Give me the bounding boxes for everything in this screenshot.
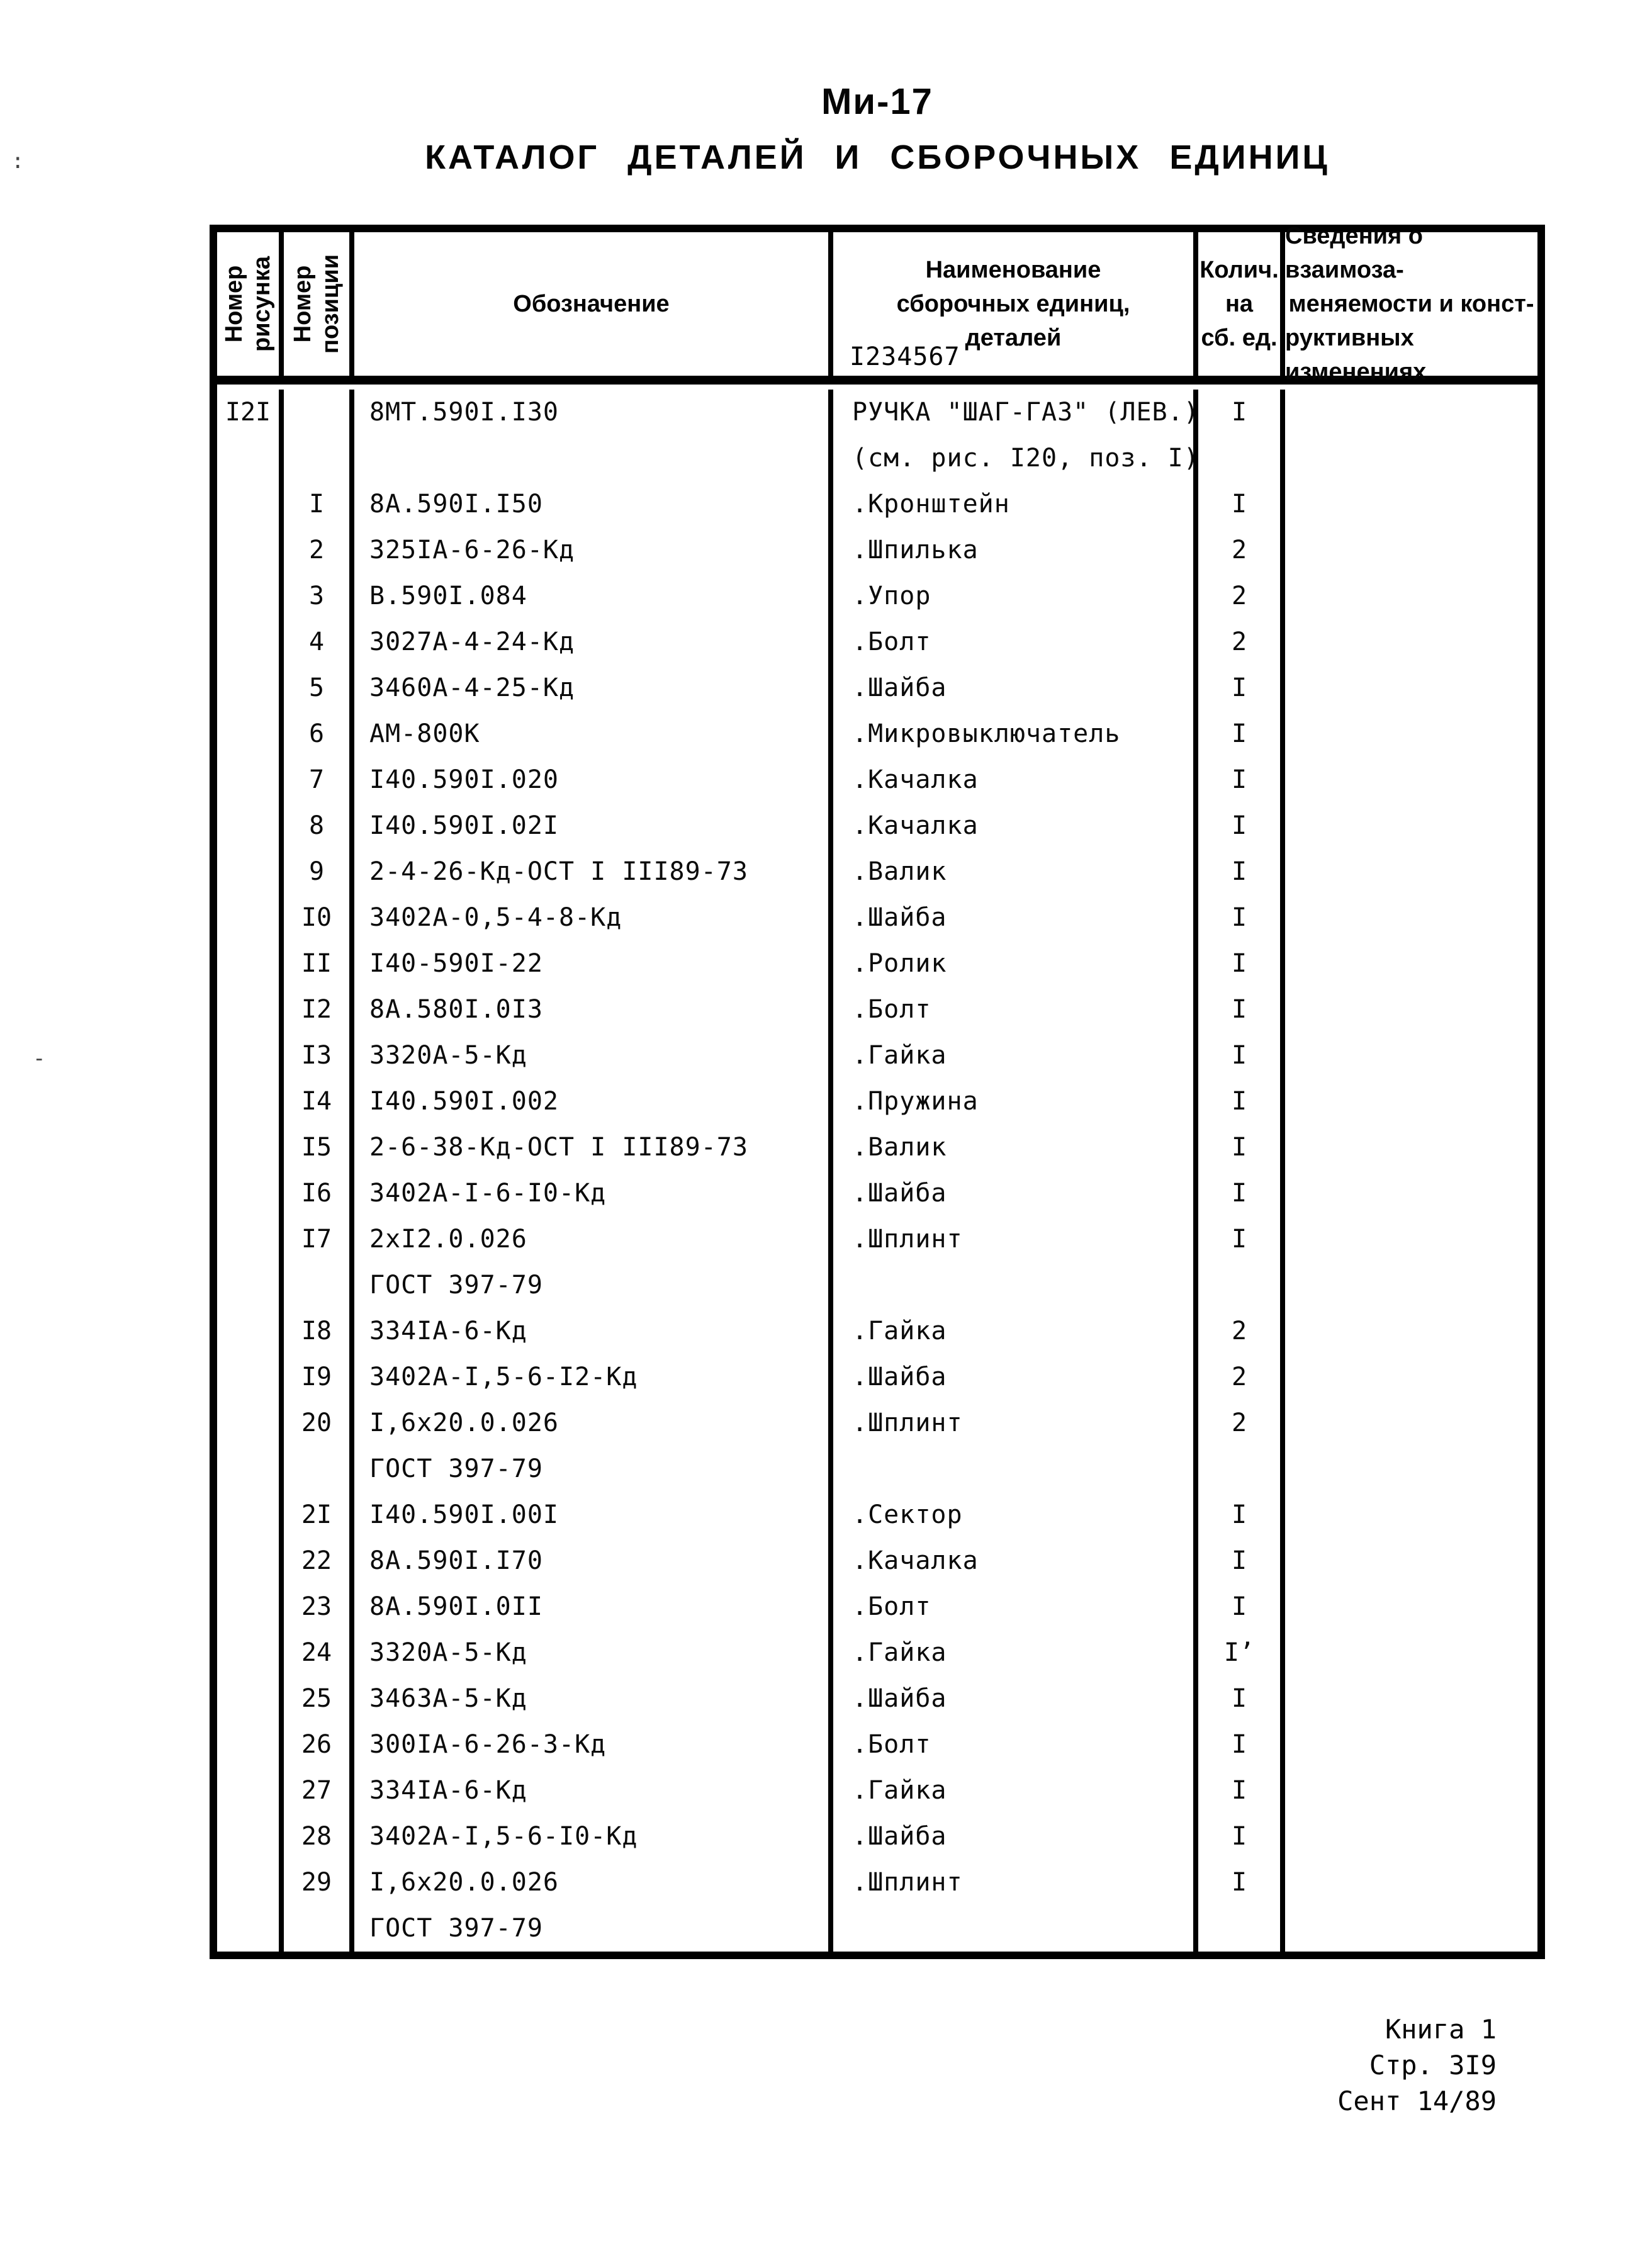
figure-number-cell: [217, 1630, 284, 1676]
name-cell: .Гайка: [833, 1768, 1198, 1814]
position-number-cell: [284, 435, 354, 481]
figure-number-cell: [217, 1079, 284, 1125]
table-row: [217, 1676, 1537, 1722]
quantity-cell: I: [1198, 481, 1285, 527]
designation-cell: ГОСТ 397-79: [354, 1262, 833, 1308]
quantity-cell: [1198, 435, 1285, 481]
header-notes: [1285, 223, 1537, 385]
figure-number-cell: [217, 1125, 284, 1171]
name-cell: .Валик: [833, 849, 1198, 895]
designation-cell: 8А.590I.0II: [354, 1584, 833, 1630]
notes-cell: [1285, 1906, 1537, 1952]
designation-cell: 3402А-0,5-4-8-Кд: [354, 895, 833, 941]
figure-number-cell: [217, 665, 284, 711]
quantity-cell: [1198, 1262, 1285, 1308]
name-cell: .Болт: [833, 619, 1198, 665]
quantity-cell: I: [1198, 1584, 1285, 1630]
notes-cell: [1285, 1768, 1537, 1814]
designation-cell: 334IА-6-Кд: [354, 1768, 833, 1814]
header-figure-number: [217, 232, 284, 376]
name-cell: .Шайба: [833, 895, 1198, 941]
header-designation-label: Обозначение: [513, 291, 670, 317]
designation-cell: I,6х20.0.026: [354, 1400, 833, 1446]
notes-cell: [1285, 1584, 1537, 1630]
name-cell: [833, 1906, 1198, 1952]
quantity-cell: 2: [1198, 1400, 1285, 1446]
position-number-cell: 7: [284, 757, 354, 803]
notes-cell: [1285, 1492, 1537, 1538]
scan-artifact: -: [33, 1046, 46, 1071]
table-row: [217, 1354, 1537, 1400]
header-figure-number-line1: Номер: [221, 265, 248, 343]
notes-cell: [1285, 665, 1537, 711]
quantity-cell: I: [1198, 1538, 1285, 1584]
name-cell: .Шайба: [833, 665, 1198, 711]
name-cell: .Качалка: [833, 1538, 1198, 1584]
position-number-cell: [284, 390, 354, 435]
name-cell: [833, 1446, 1198, 1492]
header-quantity-line2: на: [1225, 291, 1254, 317]
designation-cell: I40-590I-22: [354, 941, 833, 987]
notes-cell: [1285, 1538, 1537, 1584]
table-header-row: [217, 223, 1537, 385]
quantity-cell: [1198, 1906, 1285, 1952]
table-row: [217, 1768, 1537, 1814]
header-name-line1: Наименование: [925, 257, 1101, 283]
position-number-cell: 2: [284, 527, 354, 573]
table-row: [217, 1125, 1537, 1171]
position-number-cell: 20: [284, 1400, 354, 1446]
quantity-cell: 2: [1198, 619, 1285, 665]
designation-cell: 8А.590I.I50: [354, 481, 833, 527]
header-position-number-line1: Номер: [289, 265, 316, 343]
position-number-cell: 29: [284, 1860, 354, 1906]
position-number-cell: [284, 1262, 354, 1308]
name-cell: .Валик: [833, 1125, 1198, 1171]
notes-cell: [1285, 1171, 1537, 1216]
table-row: [217, 1079, 1537, 1125]
figure-number-cell: [217, 1538, 284, 1584]
position-number-cell: I3: [284, 1033, 354, 1079]
figure-number-cell: [217, 941, 284, 987]
quantity-cell: I: [1198, 1125, 1285, 1171]
quantity-cell: I: [1198, 1171, 1285, 1216]
notes-cell: [1285, 1446, 1537, 1492]
header-notes-line1: Сведения о взаимоза-: [1285, 223, 1423, 283]
position-number-cell: 23: [284, 1584, 354, 1630]
notes-cell: [1285, 1125, 1537, 1171]
scan-artifact: :: [11, 149, 25, 174]
designation-cell: I40.590I.00I: [354, 1492, 833, 1538]
header-designation: [354, 232, 833, 376]
notes-cell: [1285, 1079, 1537, 1125]
notes-cell: [1285, 1814, 1537, 1860]
quantity-cell: I: [1198, 1814, 1285, 1860]
figure-number-cell: [217, 895, 284, 941]
name-cell: .Упор: [833, 573, 1198, 619]
position-number-cell: I0: [284, 895, 354, 941]
table-row: [217, 665, 1537, 711]
figure-number-cell: [217, 849, 284, 895]
position-number-cell: 22: [284, 1538, 354, 1584]
figure-number-cell: [217, 573, 284, 619]
designation-cell: I40.590I.002: [354, 1079, 833, 1125]
doc-title: КАТАЛОГ ДЕТАЛЕЙ И СБОРОЧНЫХ ЕДИНИЦ: [425, 138, 1330, 176]
quantity-cell: I’: [1198, 1630, 1285, 1676]
notes-cell: [1285, 849, 1537, 895]
quantity-cell: I: [1198, 987, 1285, 1033]
name-cell: .Шплинт: [833, 1400, 1198, 1446]
position-number-cell: 4: [284, 619, 354, 665]
name-cell: .Качалка: [833, 757, 1198, 803]
notes-cell: [1285, 1262, 1537, 1308]
designation-cell: 3460А-4-25-Кд: [354, 665, 833, 711]
figure-number-cell: [217, 1906, 284, 1952]
figure-number-cell: [217, 1768, 284, 1814]
position-number-cell: [284, 1906, 354, 1952]
name-cell: .Пружина: [833, 1079, 1198, 1125]
table-row: [217, 1033, 1537, 1079]
name-cell: .Гайка: [833, 1308, 1198, 1354]
figure-number-cell: I2I: [217, 390, 284, 435]
designation-cell: 2-4-26-Кд-ОСТ I III89-73: [354, 849, 833, 895]
name-cell: .Качалка: [833, 803, 1198, 849]
quantity-cell: I: [1198, 1216, 1285, 1262]
table-row: [217, 1584, 1537, 1630]
table-row: [217, 757, 1537, 803]
quantity-cell: I: [1198, 895, 1285, 941]
name-cell: .Гайка: [833, 1630, 1198, 1676]
position-number-cell: I: [284, 481, 354, 527]
figure-number-cell: [217, 1814, 284, 1860]
figure-number-cell: [217, 803, 284, 849]
notes-cell: [1285, 1676, 1537, 1722]
notes-cell: [1285, 757, 1537, 803]
quantity-cell: I: [1198, 757, 1285, 803]
position-number-cell: 5: [284, 665, 354, 711]
name-cell: .Шплинт: [833, 1216, 1198, 1262]
figure-number-cell: [217, 481, 284, 527]
figure-number-cell: [217, 1308, 284, 1354]
header-name: [833, 232, 1198, 376]
position-number-cell: I9: [284, 1354, 354, 1400]
notes-cell: [1285, 1033, 1537, 1079]
header-quantity-line3: сб. ед.: [1201, 325, 1278, 351]
notes-cell: [1285, 987, 1537, 1033]
table-row: [217, 481, 1537, 527]
notes-cell: [1285, 1400, 1537, 1446]
position-number-cell: 2I: [284, 1492, 354, 1538]
notes-cell: [1285, 1216, 1537, 1262]
figure-number-cell: [217, 1171, 284, 1216]
figure-number-cell: [217, 757, 284, 803]
position-number-cell: 28: [284, 1814, 354, 1860]
quantity-cell: I: [1198, 1492, 1285, 1538]
table-row: [217, 1446, 1537, 1492]
header-figure-number-line2: рисунка: [249, 256, 276, 352]
notes-cell: [1285, 803, 1537, 849]
name-cell: .Сектор: [833, 1492, 1198, 1538]
designation-cell: ГОСТ 397-79: [354, 1446, 833, 1492]
position-number-cell: 6: [284, 711, 354, 757]
table-row: [217, 390, 1537, 435]
name-cell: .Шплинт: [833, 1860, 1198, 1906]
notes-cell: [1285, 1722, 1537, 1768]
notes-cell: [1285, 1630, 1537, 1676]
page-footer: [1337, 2011, 1497, 2119]
notes-cell: [1285, 1860, 1537, 1906]
quantity-cell: 2: [1198, 1308, 1285, 1354]
quantity-cell: I: [1198, 1676, 1285, 1722]
notes-cell: [1285, 481, 1537, 527]
notes-cell: [1285, 1354, 1537, 1400]
figure-number-cell: [217, 1860, 284, 1906]
quantity-cell: I: [1198, 1033, 1285, 1079]
name-cell: [833, 1262, 1198, 1308]
designation-cell: ГОСТ 397-79: [354, 1906, 833, 1952]
table-row: [217, 711, 1537, 757]
quantity-cell: 2: [1198, 1354, 1285, 1400]
table-row: [217, 619, 1537, 665]
figure-number-cell: [217, 1446, 284, 1492]
position-number-cell: 25: [284, 1676, 354, 1722]
designation-cell: 3320А-5-Кд: [354, 1630, 833, 1676]
table-row: [217, 1722, 1537, 1768]
name-cell: .Болт: [833, 1584, 1198, 1630]
notes-cell: [1285, 527, 1537, 573]
header-name-line2: сборочных единиц,: [896, 291, 1130, 317]
table-row: [217, 1860, 1537, 1906]
figure-number-cell: [217, 711, 284, 757]
table-row: [217, 1262, 1537, 1308]
figure-number-cell: [217, 1492, 284, 1538]
name-cell: .Болт: [833, 1722, 1198, 1768]
figure-number-cell: [217, 619, 284, 665]
quantity-cell: 2: [1198, 527, 1285, 573]
designation-cell: 3463А-5-Кд: [354, 1676, 833, 1722]
notes-cell: [1285, 435, 1537, 481]
position-number-cell: I2: [284, 987, 354, 1033]
header-notes-line3: руктивных изменениях: [1285, 325, 1427, 385]
designation-cell: 3402А-I,5-6-I2-Кд: [354, 1354, 833, 1400]
designation-cell: [354, 435, 833, 481]
position-number-cell: 9: [284, 849, 354, 895]
footer-page: Стр. 3I9: [1369, 2050, 1497, 2081]
designation-cell: 3402А-I-6-I0-Кд: [354, 1171, 833, 1216]
table-row: [217, 435, 1537, 481]
quantity-cell: I: [1198, 1768, 1285, 1814]
designation-cell: 2-6-38-Кд-ОСТ I III89-73: [354, 1125, 833, 1171]
name-cell: (см. рис. I20, поз. I): [833, 435, 1198, 481]
quantity-cell: I: [1198, 941, 1285, 987]
figure-number-cell: [217, 987, 284, 1033]
quantity-cell: 2: [1198, 573, 1285, 619]
position-number-cell: 8: [284, 803, 354, 849]
notes-cell: [1285, 619, 1537, 665]
figure-number-cell: [217, 1584, 284, 1630]
header-name-line3: деталей: [965, 325, 1062, 351]
header-quantity: [1198, 232, 1285, 376]
position-number-cell: I7: [284, 1216, 354, 1262]
parts-table: [210, 225, 1545, 1959]
notes-cell: [1285, 711, 1537, 757]
figure-number-cell: [217, 1262, 284, 1308]
position-number-cell: 26: [284, 1722, 354, 1768]
notes-cell: [1285, 573, 1537, 619]
header-name-code: I234567: [850, 342, 960, 371]
figure-number-cell: [217, 1722, 284, 1768]
designation-cell: 325IА-6-26-Кд: [354, 527, 833, 573]
designation-cell: 3402А-I,5-6-I0-Кд: [354, 1814, 833, 1860]
position-number-cell: 24: [284, 1630, 354, 1676]
notes-cell: [1285, 895, 1537, 941]
table-row: [217, 1216, 1537, 1262]
designation-cell: АМ-800К: [354, 711, 833, 757]
name-cell: .Шпилька: [833, 527, 1198, 573]
designation-cell: I40.590I.02I: [354, 803, 833, 849]
position-number-cell: II: [284, 941, 354, 987]
position-number-cell: I4: [284, 1079, 354, 1125]
quantity-cell: I: [1198, 711, 1285, 757]
designation-cell: 3320А-5-Кд: [354, 1033, 833, 1079]
header-position-number-line2: позиции: [317, 254, 344, 354]
position-number-cell: [284, 1446, 354, 1492]
quantity-cell: I: [1198, 849, 1285, 895]
notes-cell: [1285, 390, 1537, 435]
table-row: [217, 1906, 1537, 1952]
name-cell: .Шайба: [833, 1171, 1198, 1216]
table-row: [217, 1308, 1537, 1354]
name-cell: .Болт: [833, 987, 1198, 1033]
name-cell: .Шайба: [833, 1354, 1198, 1400]
quantity-cell: I: [1198, 665, 1285, 711]
designation-cell: В.590I.084: [354, 573, 833, 619]
designation-cell: 3027А-4-24-Кд: [354, 619, 833, 665]
table-row: [217, 895, 1537, 941]
figure-number-cell: [217, 1216, 284, 1262]
designation-cell: 8А.590I.I70: [354, 1538, 833, 1584]
name-cell: РУЧКА "ШАГ-ГАЗ" (ЛЕВ.): [833, 390, 1198, 435]
quantity-cell: I: [1198, 1722, 1285, 1768]
table-row: [217, 1630, 1537, 1676]
table-body: [217, 385, 1537, 1952]
notes-cell: [1285, 941, 1537, 987]
figure-number-cell: [217, 1400, 284, 1446]
position-number-cell: 27: [284, 1768, 354, 1814]
designation-cell: 334IА-6-Кд: [354, 1308, 833, 1354]
table-row: [217, 1538, 1537, 1584]
position-number-cell: I8: [284, 1308, 354, 1354]
figure-number-cell: [217, 1676, 284, 1722]
designation-cell: 8А.580I.0I3: [354, 987, 833, 1033]
position-number-cell: I5: [284, 1125, 354, 1171]
header-quantity-line1: Колич.: [1200, 257, 1279, 283]
table-row: [217, 1814, 1537, 1860]
position-number-cell: 3: [284, 573, 354, 619]
quantity-cell: I: [1198, 390, 1285, 435]
header-notes-line2: меняемости и конст-: [1288, 291, 1534, 317]
name-cell: .Кронштейн: [833, 481, 1198, 527]
designation-cell: 8МТ.590I.I30: [354, 390, 833, 435]
quantity-cell: I: [1198, 803, 1285, 849]
footer-book: Книга 1: [1385, 2014, 1497, 2045]
header-position-number: [284, 232, 354, 376]
quantity-cell: I: [1198, 1079, 1285, 1125]
figure-number-cell: [217, 527, 284, 573]
table-row: [217, 849, 1537, 895]
designation-cell: 300IА-6-26-3-Кд: [354, 1722, 833, 1768]
name-cell: .Ролик: [833, 941, 1198, 987]
designation-cell: 2хI2.0.026: [354, 1216, 833, 1262]
table-row: [217, 1171, 1537, 1216]
footer-date: Сент 14/89: [1337, 2086, 1497, 2116]
quantity-cell: I: [1198, 1860, 1285, 1906]
table-row: [217, 1492, 1537, 1538]
name-cell: .Микровыключатель: [833, 711, 1198, 757]
figure-number-cell: [217, 1033, 284, 1079]
table-row: [217, 1400, 1537, 1446]
doc-model-title: Ми-17: [821, 81, 933, 122]
figure-number-cell: [217, 435, 284, 481]
notes-cell: [1285, 1308, 1537, 1354]
table-row: [217, 987, 1537, 1033]
designation-cell: I40.590I.020: [354, 757, 833, 803]
table-row: [217, 573, 1537, 619]
table-row: [217, 527, 1537, 573]
name-cell: .Шайба: [833, 1676, 1198, 1722]
table-row: [217, 941, 1537, 987]
title-block: [210, 81, 1545, 177]
table-row: [217, 803, 1537, 849]
position-number-cell: I6: [284, 1171, 354, 1216]
name-cell: .Гайка: [833, 1033, 1198, 1079]
designation-cell: I,6х20.0.026: [354, 1860, 833, 1906]
figure-number-cell: [217, 1354, 284, 1400]
name-cell: .Шайба: [833, 1814, 1198, 1860]
quantity-cell: [1198, 1446, 1285, 1492]
